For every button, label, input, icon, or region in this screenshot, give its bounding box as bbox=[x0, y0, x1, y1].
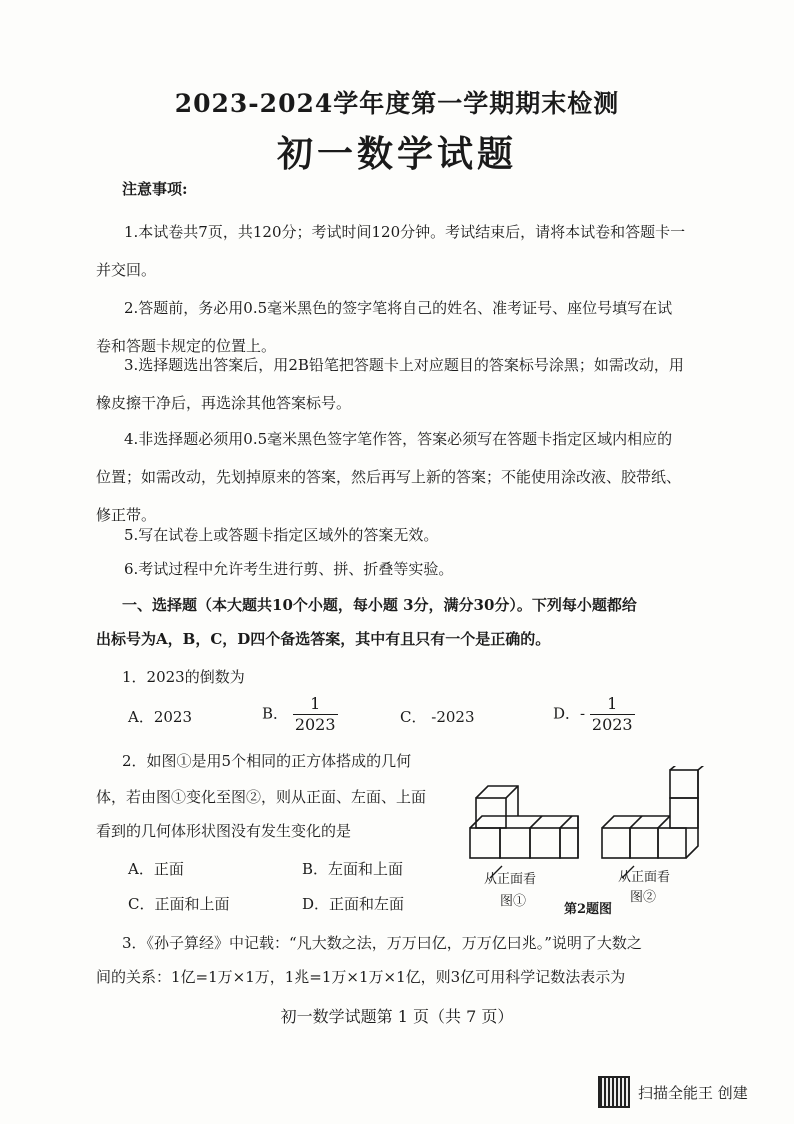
fig1-view-label: 从正面看 bbox=[484, 872, 537, 887]
q1-stem: 1．2023的倒数为 bbox=[122, 668, 245, 686]
q1-b-numerator: 1 bbox=[310, 694, 321, 713]
q2-stem-line2: 体，若由图①变化至图②，则从正面、左面、上面 bbox=[96, 788, 427, 806]
q3-stem-line1: 3．《孙子算经》中记载：“凡大数之法，万万曰亿，万万亿曰兆。”说明了大数之 bbox=[122, 934, 642, 952]
notice-item-1: 1.本试卷共7页，共120分；考试时间120分钟。考试结束后，请将本试卷和答题卡一并交回。 bbox=[96, 223, 686, 279]
notice-item-5: 5.写在试卷上或答题卡指定区域外的答案无效。 bbox=[124, 526, 439, 544]
q2-option-c: C．正面和上面 bbox=[128, 895, 230, 913]
notice-item-2: 2.答题前，务必用0.5毫米黑色的签字笔将自己的姓名、准考证号、座位号填写在试卷和答题卡规定的位置上。 bbox=[96, 299, 673, 355]
notice-item-4: 4.非选择题必须用0.5毫米黑色签字笔作答，答案必须写在答题卡指定区域内相应的位置；如需改动，先划掉原来的答案，然后再写上新的答案；不能使用涂改液、胶带纸、修正带。 bbox=[96, 430, 682, 524]
subject-title: 初一数学试题 bbox=[276, 133, 517, 175]
q2-option-b: B．左面和上面 bbox=[302, 860, 404, 878]
q1-d-numerator: 1 bbox=[607, 694, 618, 713]
q3-stem-line2: 间的关系：1亿=1万×1万，1兆=1万×1万×1亿，则3亿可用科学记数法表示为 bbox=[96, 968, 626, 986]
scanner-watermark-text: 扫描全能王 创建 bbox=[638, 1083, 748, 1102]
q1-option-a: A．2023 bbox=[128, 708, 193, 726]
q1-d-denominator: 2023 bbox=[591, 715, 633, 734]
figure2-cubes bbox=[602, 766, 710, 858]
q1-option-d-label: D．- bbox=[553, 704, 586, 723]
q1-option-c: C． -2023 bbox=[400, 708, 475, 726]
q2-option-d: D．正面和左面 bbox=[302, 895, 405, 913]
figure1-cubes bbox=[470, 786, 578, 858]
q1-option-b-label: B． bbox=[262, 704, 289, 723]
page-footer: 初一数学试题第 1 页（共 7 页） bbox=[280, 1007, 514, 1026]
q1-option-d-fraction bbox=[590, 694, 635, 735]
figure-caption: 第2题图 bbox=[564, 902, 613, 917]
q2-stem-line3: 看到的几何体形状图没有发生变化的是 bbox=[96, 822, 352, 840]
scanner-watermark bbox=[598, 1076, 748, 1108]
notice-heading: 注意事项: bbox=[122, 180, 188, 198]
q1-option-b-fraction bbox=[293, 694, 338, 735]
fig1-label: 图① bbox=[500, 894, 527, 909]
qr-code-icon bbox=[598, 1076, 630, 1108]
notice-item-3: 3.选择题选出答案后，用2B铅笔把答题卡上对应题目的答案标号涂黑；如需改动，用橡皮擦干净后，再选涂其他答案标号。 bbox=[96, 356, 684, 412]
notice-item-6: 6.考试过程中允许考生进行剪、拼、折叠等实验。 bbox=[124, 560, 454, 578]
section1-heading-line1: 一、选择题（本大题共10个小题，每小题 3分，满分30分）。下列每小题都给 bbox=[122, 596, 637, 614]
q1-option-b bbox=[262, 694, 338, 735]
exam-term-title: 2023-2024学年度第一学期期末检测 bbox=[174, 89, 620, 118]
q1-b-denominator: 2023 bbox=[294, 715, 336, 734]
q2-stem-line1: 2．如图①是用5个相同的正方体搭成的几何 bbox=[122, 752, 412, 770]
section1-heading-line2: 出标号为A，B，C，D四个备选答案，其中有且只有一个是正确的。 bbox=[96, 630, 551, 648]
fig2-view-label: 从正面看 bbox=[618, 870, 671, 885]
fig2-label: 图② bbox=[630, 890, 657, 905]
q1-option-d bbox=[553, 694, 635, 735]
q2-option-a: A．正面 bbox=[128, 860, 184, 878]
